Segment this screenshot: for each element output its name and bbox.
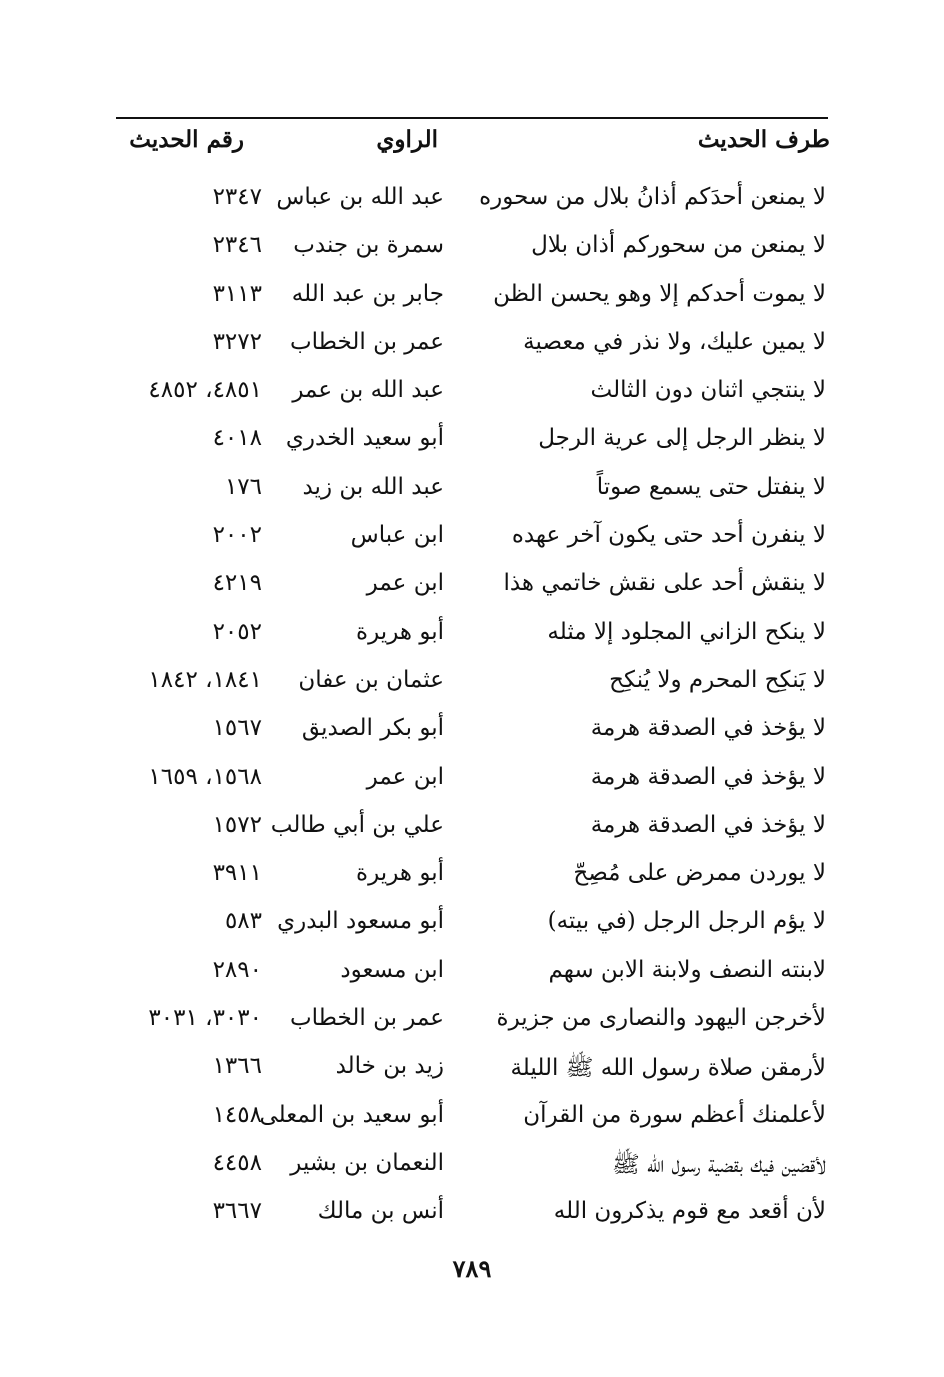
narrator: زيد بن خالد: [335, 1053, 444, 1080]
hadith-start: لا ينتجي اثنان دون الثالث: [590, 377, 826, 404]
hadith-number: ٢٣٤٧: [212, 184, 262, 210]
hadith-start: لا يمين عليك، ولا نذر في معصية: [523, 328, 826, 355]
narrator: أبو مسعود البدري: [277, 908, 444, 935]
hadith-start: لا يمنعن من سحوركم أذان بلال: [531, 232, 826, 259]
narrator: علي بن أبي طالب: [270, 811, 444, 838]
narrator: ابن عباس: [350, 522, 444, 549]
table-row: [108, 854, 832, 902]
narrator: أنس بن مالك: [317, 1198, 444, 1225]
hadith-number: ٤٨٥١، ٤٨٥٢: [148, 377, 262, 404]
hadith-number: ٤٤٥٨: [212, 1149, 262, 1176]
hadith-start: لا ينفتل حتى يسمع صوتاً: [596, 473, 826, 500]
hadith-number: ٢٨٩٠: [212, 956, 262, 983]
narrator: عمر بن الخطاب: [289, 328, 444, 355]
table-row: [108, 371, 832, 419]
table-header: [112, 126, 830, 166]
hadith-number: ٣٩١١: [212, 860, 262, 887]
hadith-start: لا يؤخذ في الصدقة هرمة: [590, 763, 826, 790]
hadith-start: لا ينظر الرجل إلى عرية الرجل: [538, 425, 826, 452]
hadith-number: ١٣٦٦: [212, 1053, 262, 1080]
narrator: ابن عمر: [366, 763, 444, 790]
hadith-start: لا ينكح الزاني المجلود إلا مثله: [547, 618, 826, 645]
narrator: سمرة بن جندب: [293, 232, 444, 259]
table-row: [108, 709, 832, 757]
narrator: ابن مسعود: [340, 956, 444, 983]
table-row: [108, 419, 832, 467]
table-row: [108, 564, 832, 612]
table-row: [108, 902, 832, 950]
hadith-start: لا يوردن ممرض على مُصِحّ: [573, 860, 826, 887]
hadith-number: ٢٠٠٢: [212, 522, 262, 549]
hadith-start: لا يؤم الرجل الرجل (في بيته): [547, 908, 826, 935]
hadith-number: ٤٠١٨: [212, 425, 262, 452]
narrator: أبو هريرة: [356, 618, 444, 645]
page-number: ٧٨٩: [452, 1254, 492, 1283]
hadith-start: لا ينقش أحد على نقش خاتمي هذا: [503, 570, 826, 597]
table-row: [108, 951, 832, 999]
narrator: عبد الله بن عباس: [276, 184, 444, 210]
hadith-number: ١٥٦٧: [212, 715, 262, 742]
narrator: جابر بن عبد الله: [291, 280, 444, 307]
hadith-number: ٣٠٣٠، ٣٠٣١: [148, 1005, 262, 1032]
hadith-start: لأرمقن صلاة رسول الله ﷺ الليلة: [510, 1055, 826, 1082]
hadith-start: لابنته النصف ولابنة الابن سهم: [548, 956, 826, 983]
hadith-start: لأخرجن اليهود والنصارى من جزيرة: [496, 1005, 826, 1032]
hadith-number: ١٧٦: [224, 473, 262, 500]
narrator: عبد الله بن زيد: [302, 473, 444, 500]
narrator: عمر بن الخطاب: [289, 1005, 444, 1032]
table-row: [108, 178, 832, 226]
table-row: [108, 323, 832, 371]
header-rule: [116, 117, 828, 119]
hadith-number: ٣١١٣: [212, 280, 262, 307]
table-row: [108, 226, 832, 274]
narrator: عثمان بن عفان: [298, 666, 444, 693]
table-row: [108, 806, 832, 854]
hadith-number: ٣٢٧٢: [212, 328, 262, 355]
narrator: أبو سعيد بن المعلى: [259, 1101, 444, 1128]
hadith-number: ٥٨٣: [224, 908, 262, 935]
table-row: [108, 999, 832, 1047]
index-table: [108, 178, 832, 1241]
hadith-start: لا يؤخذ في الصدقة هرمة: [590, 811, 826, 838]
table-row: [108, 516, 832, 564]
narrator: أبو سعيد الخدري: [285, 425, 444, 452]
hadith-number: ١٥٦٨، ١٦٥٩: [148, 763, 262, 790]
header-hadith-start: طرف الحديث: [697, 126, 830, 153]
hadith-number: ٤٢١٩: [212, 570, 262, 597]
hadith-start: لأعلمنك أعظم سورة من القرآن: [523, 1101, 826, 1128]
hadith-start: لا يموت أحدكم إلا وهو يحسن الظن: [493, 280, 826, 307]
hadith-start: لا يؤخذ في الصدقة هرمة: [590, 715, 826, 742]
header-hadith-number: رقم الحديث: [129, 126, 244, 153]
table-row: [108, 468, 832, 516]
hadith-start: لا يَنكِح المحرم ولا يُنكِح: [609, 666, 826, 693]
table-row: [108, 758, 832, 806]
table-row: [108, 1192, 832, 1240]
table-row: [108, 1144, 832, 1192]
header-narrator: الراوي: [376, 126, 438, 153]
hadith-number: ٣٦٦٧: [212, 1198, 262, 1225]
hadith-start: لا يمنعن أحدَكم أذانُ بلال من سحوره: [479, 184, 826, 210]
table-row: [108, 1096, 832, 1144]
table-row: [108, 661, 832, 709]
narrator: أبو بكر الصديق: [301, 715, 444, 742]
narrator: النعمان بن بشير: [290, 1149, 444, 1176]
hadith-number: ١٥٧٢: [212, 811, 262, 838]
table-row: [108, 275, 832, 323]
hadith-start: لا ينفرن أحد حتى يكون آخر عهده: [511, 522, 826, 549]
hadith-number: ٢٠٥٢: [212, 618, 262, 645]
narrator: عبد الله بن عمر: [292, 377, 444, 404]
hadith-number: ٢٣٤٦: [212, 232, 262, 259]
hadith-start: لأقضين فيك بقضية رسول الله ﷺ: [611, 1151, 826, 1178]
narrator: أبو هريرة: [356, 860, 444, 887]
hadith-start: لأن أقعد مع قوم يذكرون الله: [553, 1198, 826, 1225]
table-row: [108, 613, 832, 661]
hadith-number: ١٤٥٨: [212, 1101, 262, 1128]
narrator: ابن عمر: [366, 570, 444, 597]
hadith-number: ١٨٤١، ١٨٤٢: [148, 666, 262, 693]
table-row: [108, 1047, 832, 1095]
